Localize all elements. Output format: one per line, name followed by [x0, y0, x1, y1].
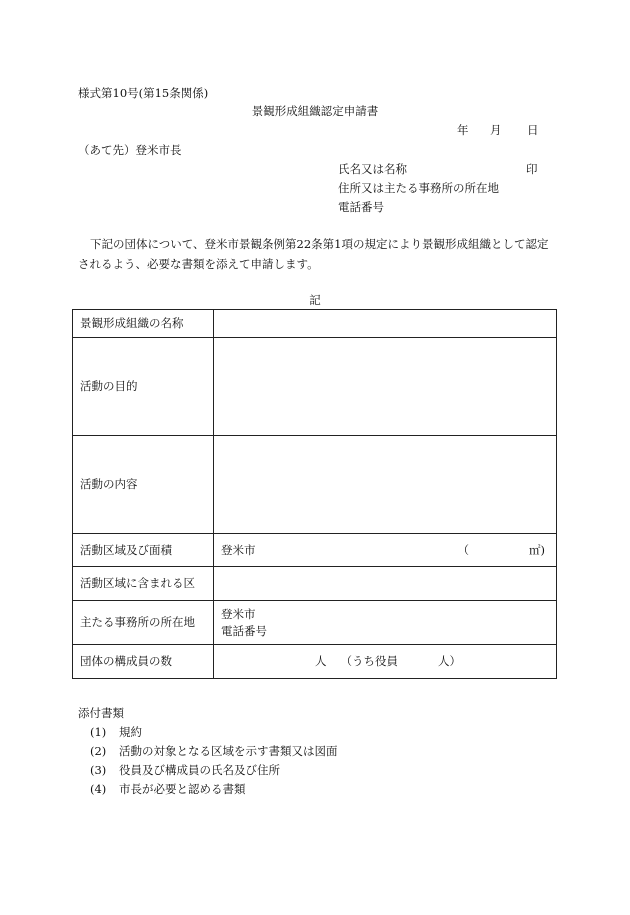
attachment-text: 役員及び構成員の氏名及び住所 — [119, 763, 280, 777]
content-label: 活動の内容 — [73, 436, 214, 534]
region-label: 活動区域に含まれる区 — [73, 567, 214, 601]
ki-heading: 記 — [309, 293, 321, 307]
table-row-office — [73, 601, 557, 645]
members-person-close: 人） — [438, 654, 461, 669]
table-row-org-name — [73, 310, 557, 338]
applicant-phone-label: 電話番号 — [338, 200, 384, 214]
applicant-address-label: 住所又は主たる事務所の所在地 — [338, 181, 499, 195]
applicant-name-label: 氏名又は名称 — [338, 162, 407, 176]
area-label: 活動区域及び面積 — [73, 534, 214, 567]
area-field[interactable] — [214, 534, 557, 567]
attachment-number: (3) — [90, 763, 107, 777]
document-title: 景観形成組織認定申請書 — [251, 104, 379, 118]
members-person: 人 — [315, 654, 327, 669]
attachment-item — [90, 746, 338, 758]
org-name-field[interactable] — [214, 310, 557, 338]
date-day-label: 日 — [527, 123, 539, 137]
members-label: 団体の構成員の数 — [73, 645, 214, 679]
table-row-area — [73, 534, 557, 567]
office-city: 登米市 — [221, 607, 256, 622]
date-month-label: 月 — [490, 123, 502, 137]
area-unit: ㎡) — [529, 542, 545, 557]
attachment-number: (2) — [90, 744, 107, 758]
form-number: 様式第10号(第15条関係) — [78, 86, 209, 100]
seal-mark: 印 — [526, 162, 538, 176]
area-city: 登米市 — [221, 542, 256, 557]
attachment-text: 活動の対象となる区域を示す書類又は図面 — [119, 744, 338, 758]
body-text-line-2: されるよう、必要な書類を添えて申請します。 — [78, 257, 319, 271]
table-row-content — [73, 436, 557, 534]
attachments-heading: 添付書類 — [78, 706, 124, 720]
office-label: 主たる事務所の所在地 — [73, 601, 214, 645]
purpose-label: 活動の目的 — [73, 338, 214, 436]
org-name-label: 景観形成組織の名称 — [73, 310, 214, 338]
table-row-purpose — [73, 338, 557, 436]
attachment-item — [90, 765, 280, 777]
date-year-label: 年 — [457, 123, 469, 137]
attachment-item — [90, 727, 142, 739]
body-text-line-1: 下記の団体について、登米市景観条例第22条第1項の規定により景観形成組織として認定 — [90, 237, 549, 251]
attachment-text: 規約 — [119, 725, 142, 739]
region-field[interactable] — [214, 567, 557, 601]
table-row-members — [73, 645, 557, 679]
area-paren-open: （ — [457, 542, 469, 557]
attachment-number: (4) — [90, 782, 107, 796]
purpose-field[interactable] — [214, 338, 557, 436]
content-field[interactable] — [214, 436, 557, 534]
application-table — [72, 309, 557, 679]
attachment-number: (1) — [90, 725, 107, 739]
table-row-region — [73, 567, 557, 601]
office-field[interactable] — [214, 601, 557, 645]
members-officers: （うち役員 — [340, 654, 398, 669]
area-size — [458, 542, 550, 558]
addressee: （あて先）登米市長 — [78, 143, 182, 157]
office-phone: 電話番号 — [221, 623, 267, 638]
members-field[interactable] — [214, 645, 557, 679]
attachment-item — [90, 784, 246, 796]
attachment-text: 市長が必要と認める書類 — [119, 782, 246, 796]
